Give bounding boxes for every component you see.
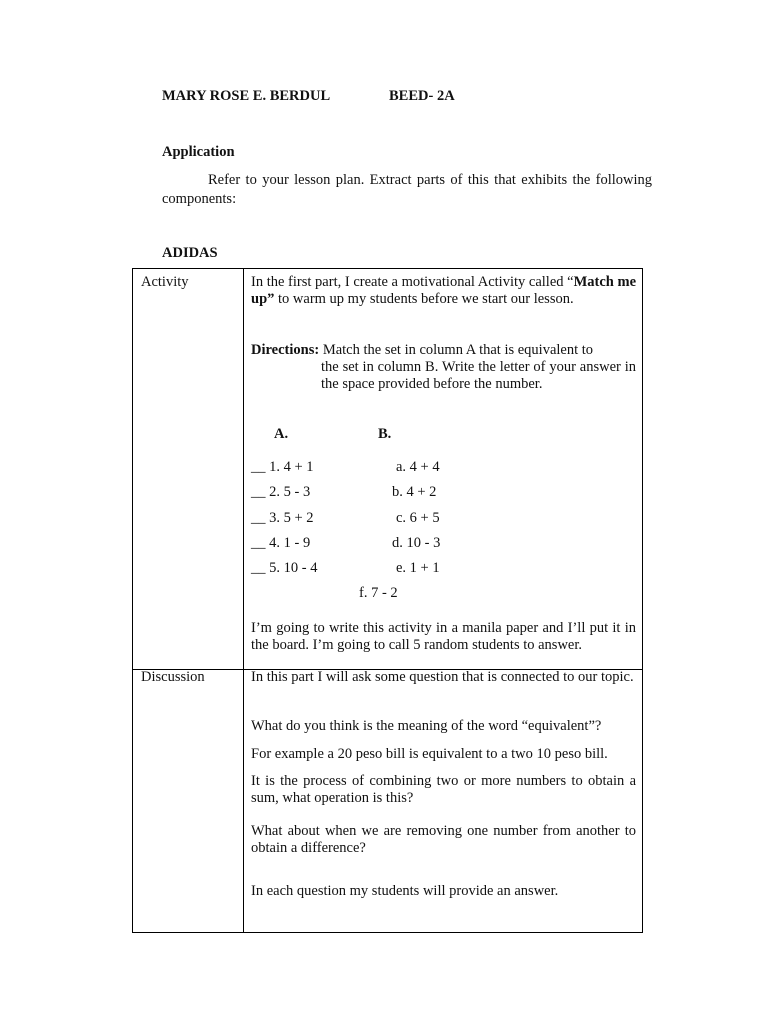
column-a-header: A. xyxy=(274,426,289,442)
discussion-p4: It is the process of combining two or more numbers to obtain a sum, what operation is this? xyxy=(251,773,636,806)
item-b-f: f. 7 - 2 xyxy=(359,585,398,601)
activity-intro xyxy=(251,274,636,307)
discussion-label: Discussion xyxy=(141,669,205,685)
application-heading: Application xyxy=(162,144,235,160)
item-b-a: a. 4 + 4 xyxy=(396,459,440,475)
column-b-header: B. xyxy=(378,426,392,442)
directions-first: Match the set in column A that is equivalent to xyxy=(322,342,594,358)
application-instruction: Refer to your lesson plan. Extract parts of this that exhibits the following components: xyxy=(162,172,652,207)
activity-intro-before: In the first part, I create a motivational Activity called “ xyxy=(251,274,574,290)
directions-first-line xyxy=(251,342,636,359)
student-name: MARY ROSE E. BERDUL xyxy=(162,88,331,104)
activity-closing: I’m going to write this activity in a manila paper and I’ll put it in the board. I’m going to call 5 random students to answer. xyxy=(251,620,636,653)
table-title: ADIDAS xyxy=(162,245,218,261)
student-section: BEED- 2A xyxy=(389,88,455,104)
item-a-5: __ 5. 10 - 4 xyxy=(251,560,318,576)
lesson-table xyxy=(132,268,643,933)
item-b-d: d. 10 - 3 xyxy=(392,535,441,551)
discussion-p5: What about when we are removing one number from another to obtain a difference? xyxy=(251,823,636,856)
discussion-p2: What do you think is the meaning of the word “equivalent”? xyxy=(251,718,602,734)
item-b-e: e. 1 + 1 xyxy=(396,560,440,576)
item-a-4: __ 4. 1 - 9 xyxy=(251,535,311,551)
discussion-p1: In this part I will ask some question that is connected to our topic. xyxy=(251,669,634,685)
item-b-c: c. 6 + 5 xyxy=(396,510,440,526)
discussion-p6: In each question my students will provide an answer. xyxy=(251,883,559,899)
item-a-1: __ 1. 4 + 1 xyxy=(251,459,314,475)
discussion-p3: For example a 20 peso bill is equivalent to a two 10 peso bill. xyxy=(251,746,608,762)
item-a-2: __ 2. 5 - 3 xyxy=(251,484,311,500)
item-a-3: __ 3. 5 + 2 xyxy=(251,510,314,526)
column-divider xyxy=(243,269,244,932)
activity-label: Activity xyxy=(141,274,189,290)
directions-label: Directions: xyxy=(251,342,320,358)
directions-rest: the set in column B. Write the letter of your answer in the space provided before the number. xyxy=(321,359,636,392)
activity-name: Match me up” xyxy=(251,274,637,307)
item-b-b: b. 4 + 2 xyxy=(392,484,437,500)
activity-intro-after: to warm up my students before we start our lesson. xyxy=(274,290,574,307)
